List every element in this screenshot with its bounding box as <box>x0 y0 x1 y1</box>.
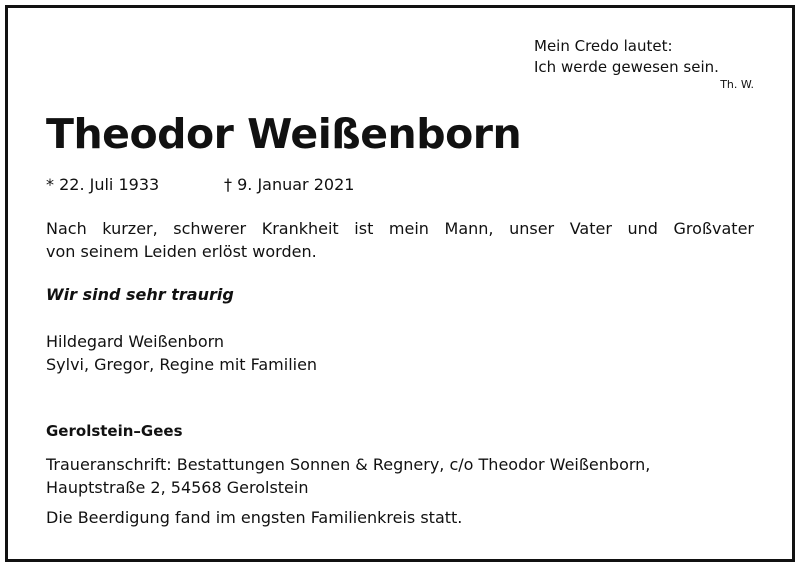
death-announcement <box>46 217 754 263</box>
credo-quote <box>534 36 754 92</box>
death-date: † 9. Januar 2021 <box>224 175 355 194</box>
address-line-2: Hauptstraße 2, 54568 Gerolstein <box>46 478 309 497</box>
quote-line-2: Ich werde gewesen sein. <box>534 58 719 76</box>
quote-signature: Th. W. <box>720 78 754 91</box>
birth-date: * 22. Juli 1933 <box>46 175 160 194</box>
mourner: Hildegard Weißenborn <box>46 332 225 351</box>
mourning-address <box>46 453 650 499</box>
mourners-list <box>46 330 317 376</box>
announcement-line-1: Nach kurzer, schwerer Krankheit ist mein Mann, unser Vater und Großvater <box>46 219 754 238</box>
closing-statement: Wir sind sehr traurig <box>46 285 234 304</box>
address-line-1: Traueranschrift: Bestattungen Sonnen & Regnery, c/o Theodor Weißenborn, <box>46 455 651 474</box>
location-heading: Gerolstein–Gees <box>46 422 183 440</box>
funeral-note: Die Beerdigung fand im engsten Familienkreis statt. <box>46 508 463 527</box>
deceased-name: Theodor Weißenborn <box>46 110 522 158</box>
life-dates <box>46 174 355 196</box>
quote-line-1: Mein Credo lautet: <box>534 37 673 55</box>
mourner: Sylvi, Gregor, Regine mit Familien <box>46 355 318 374</box>
announcement-line-2: von seinem Leiden erlöst worden. <box>46 242 317 261</box>
